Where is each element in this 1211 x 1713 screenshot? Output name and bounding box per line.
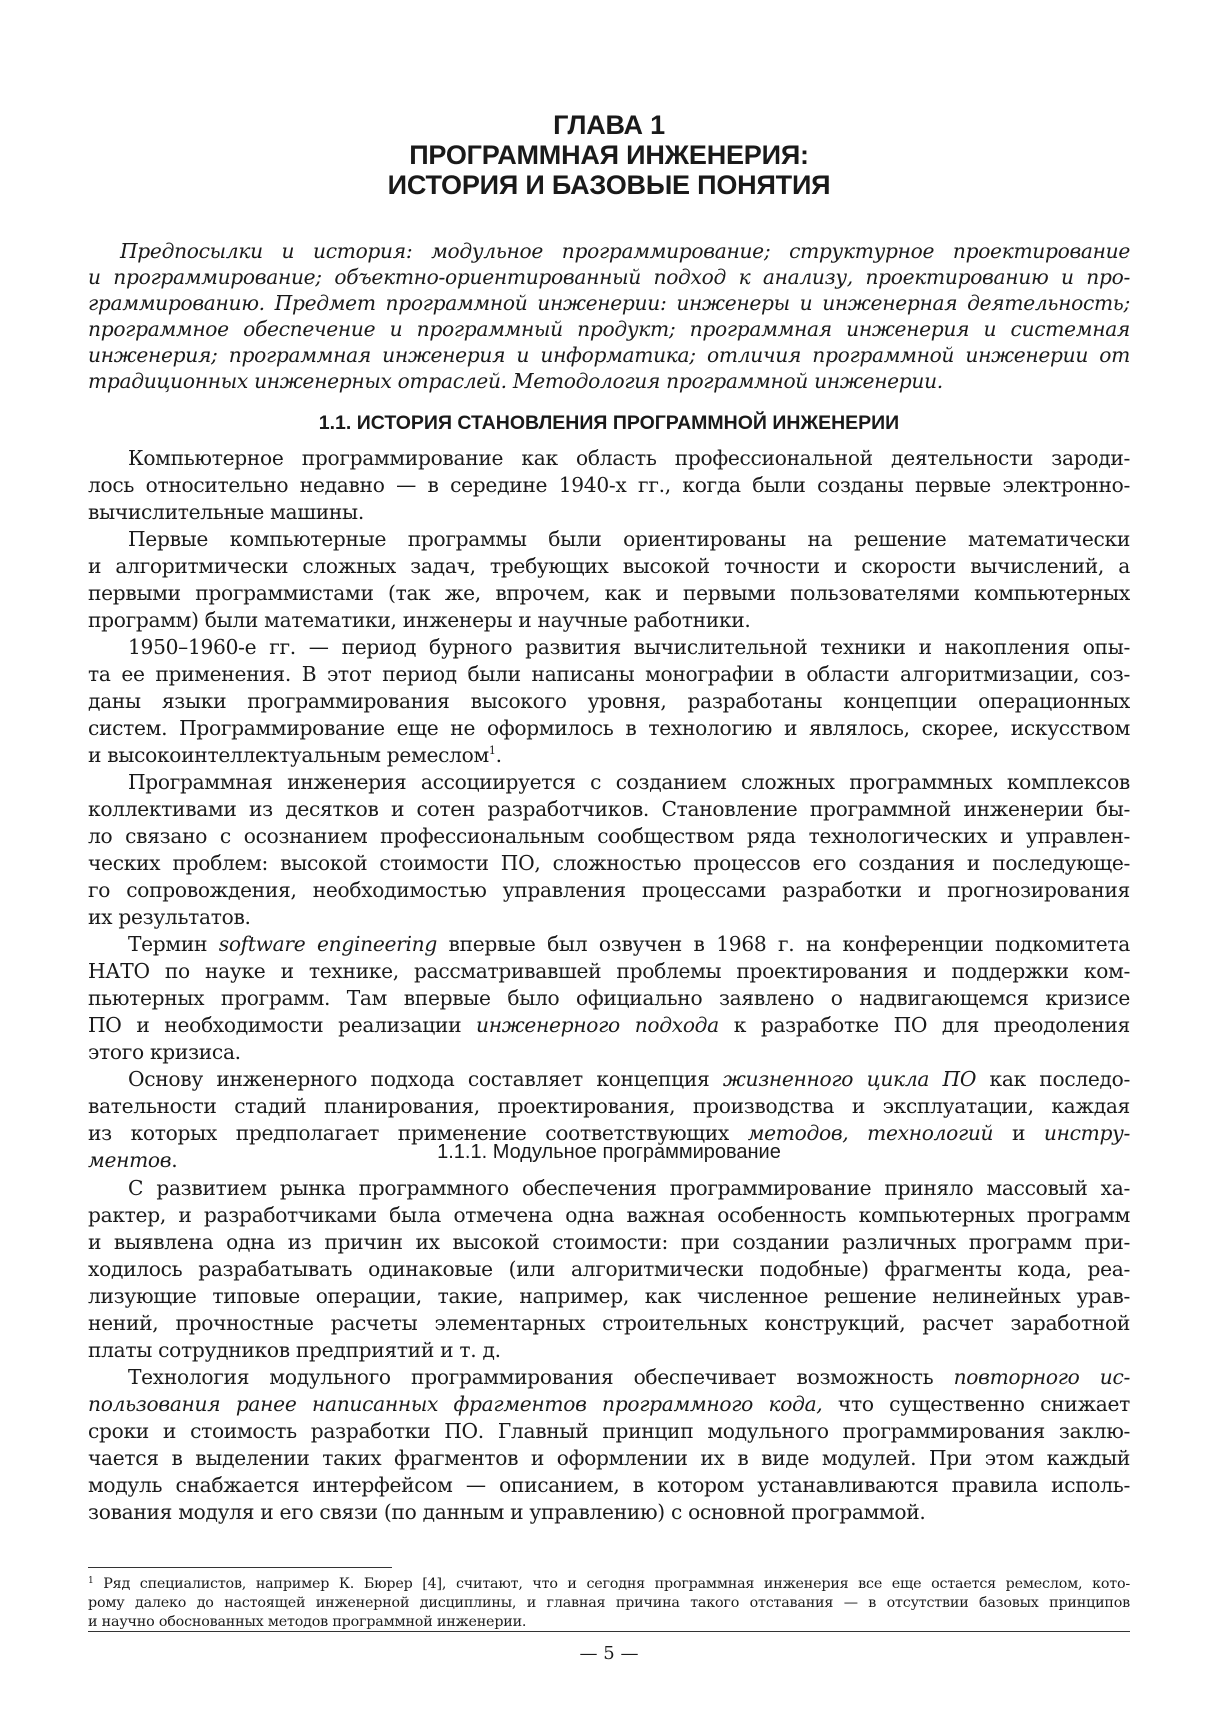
paragraph-line: сроки и стоимость разработки ПО. Главный принцип модульного программирования заклю- bbox=[88, 1419, 1130, 1443]
paragraph-line: и выявлена одна из причин их высокой стоимости: при создании различных программ при- bbox=[88, 1230, 1130, 1254]
emphasis-term: пользования ранее написанных фрагментов программного кода, bbox=[88, 1392, 823, 1416]
abstract-line: инженерия; программная инженерия и информатика; отличия программной инженерии от bbox=[88, 343, 1130, 367]
abstract-line: и программирование; объектно-ориентированный подход к анализу, проектированию и про- bbox=[88, 265, 1130, 289]
chapter-title bbox=[88, 110, 1130, 200]
abstract-line: Предпосылки и история: модульное программирование; структурное проектирование bbox=[120, 239, 1130, 263]
paragraph-line: модуль снабжается интерфейсом — описанием, в котором устанавливаются правила исполь- bbox=[88, 1473, 1130, 1497]
footnote-divider bbox=[88, 1567, 392, 1568]
paragraph-line: лизующие типовые операции, такие, например, как численное решение нелинейных урав- bbox=[88, 1284, 1130, 1308]
footnote-line: и научно обоснованных методов программной инженерии. bbox=[88, 1614, 527, 1630]
emphasis-term: ментов bbox=[88, 1148, 172, 1172]
paragraph-line: пьютерных программ. Там впервые было официально заявлено о надвигающемся кризисе bbox=[88, 986, 1130, 1010]
paragraph-line: ПО и необходимости реализации инженерного подхода к разработке ПО для преодоления bbox=[88, 1013, 1130, 1037]
paragraph-line: систем. Программирование еще не оформилось в технологию и являлось, скорее, искусством bbox=[88, 716, 1130, 740]
paragraph-line: программ) были математики, инженеры и научные работники. bbox=[88, 608, 751, 632]
paragraph-line: го сопровождения, необходимостью управления процессами разработки и прогнозирования bbox=[88, 878, 1130, 902]
emphasis-term: жизненного цикла ПО bbox=[722, 1067, 977, 1091]
paragraph-line: их результатов. bbox=[88, 905, 251, 929]
paragraph-line: С развитием рынка программного обеспечения программирование приняло массовый ха- bbox=[128, 1176, 1130, 1200]
paragraph-line: ментов. bbox=[88, 1148, 178, 1172]
paragraph-line: Первые компьютерные программы были ориентированы на решение математически bbox=[128, 527, 1130, 551]
paragraph-line: вычислительные машины. bbox=[88, 500, 364, 524]
paragraph-line: Основу инженерного подхода составляет концепция жизненного цикла ПО как последо- bbox=[128, 1067, 1130, 1091]
paragraph-line: и алгоритмически сложных задач, требующих высокой точности и скорости вычислений, а bbox=[88, 554, 1130, 578]
footnote bbox=[88, 1575, 1130, 1632]
emphasis-term: методов, технологий bbox=[747, 1121, 994, 1145]
emphasis-term: software engineering bbox=[218, 932, 437, 956]
paragraph-line: ческих проблем: высокой стоимости ПО, сложностью процессов его создания и последующе- bbox=[88, 851, 1130, 875]
paragraph-line: Термин software engineering впервые был озвучен в 1968 г. на конференции подкомитета bbox=[128, 932, 1130, 956]
paragraph-line: та ее применения. В этот период были написаны монографии в области алгоритмизации, соз- bbox=[88, 662, 1130, 686]
abstract-line: граммированию. Предмет программной инженерии: инженеры и инженерная деятельность; bbox=[88, 291, 1130, 315]
paragraph-line: коллективами из десятков и сотен разработчиков. Становление программной инженерии бы- bbox=[88, 797, 1130, 821]
paragraph-line: Компьютерное программирование как область профессиональной деятельности зароди- bbox=[128, 446, 1130, 470]
book-page bbox=[88, 0, 1130, 1713]
emphasis-term: повторного ис- bbox=[953, 1365, 1130, 1389]
chapter-number: ГЛАВА 1 bbox=[553, 110, 665, 140]
paragraph-line: ло связано с осознанием профессиональным сообществом ряда технологических и управлен- bbox=[88, 824, 1130, 848]
paragraph-line: рактер, и разработчиками была отмечена одна важная особенность компьютерных программ bbox=[88, 1203, 1130, 1227]
paragraph-line: вательности стадий планирования, проектирования, производства и эксплуатации, каждая bbox=[88, 1094, 1130, 1118]
paragraph-line: НАТО по науке и технике, рассматривавшей проблемы проектирования и поддержки ком- bbox=[88, 959, 1130, 983]
footnote-line: рому далеко до настоящей инженерной дисциплины, и главная причина такого отставания — в отсутствии базовых принципов bbox=[88, 1595, 1130, 1611]
paragraph-line: из которых предполагает применение соответствующих методов, технологий и инстру- bbox=[88, 1121, 1130, 1145]
paragraph-line: даны языки программирования высокого уровня, разработаны концепции операционных bbox=[88, 689, 1130, 713]
emphasis-term: инженерного подхода bbox=[476, 1013, 719, 1037]
paragraph-line: Программная инженерия ассоциируется с созданием сложных программных комплексов bbox=[128, 770, 1130, 794]
chapter-title-line-1: ПРОГРАММНАЯ ИНЖЕНЕРИЯ: bbox=[409, 140, 809, 170]
chapter-title-line-2: ИСТОРИЯ И БАЗОВЫЕ ПОНЯТИЯ bbox=[387, 170, 831, 200]
paragraph-line: и высокоинтеллектуальным ремеслом$^1$. bbox=[88, 743, 502, 767]
footnote-mark[interactable]: 1 bbox=[488, 744, 496, 757]
paragraph-line: Технология модульного программирования обеспечивает возможность повторного ис- bbox=[128, 1365, 1130, 1389]
page-bottom-rule bbox=[88, 1631, 1130, 1632]
emphasis-term: инстру- bbox=[1043, 1121, 1130, 1145]
paragraph-line: пользования ранее написанных фрагментов программного кода, что существенно снижает bbox=[88, 1392, 1130, 1416]
paragraph-line: лось относительно недавно — в середине 1940-х гг., когда были созданы первые электронно- bbox=[88, 473, 1130, 497]
paragraph-line: ходилось разрабатывать одинаковые (или алгоритмически подобные) фрагменты кода, реа- bbox=[88, 1257, 1130, 1281]
abstract-line: программное обеспечение и программный продукт; программная инженерия и системная bbox=[88, 317, 1130, 341]
subsection-heading: 1.1.1. Модульное программирование bbox=[437, 1141, 781, 1163]
paragraph-line: 1950–1960-е гг. — период бурного развития вычислительной техники и накопления опы- bbox=[128, 635, 1130, 659]
footnote-line: $^1$ Ряд специалистов, например К. Бюрер [4], считают, что и сегодня программная инженерия все еще остается ремеслом, кото- bbox=[88, 1576, 1130, 1592]
page-number: — 5 — bbox=[579, 1643, 639, 1664]
section-body bbox=[88, 445, 1130, 1174]
subsection-body bbox=[88, 1175, 1130, 1526]
chapter-abstract bbox=[88, 238, 1130, 394]
paragraph-line: чается в выделении таких фрагментов и оформлении их в виде модулей. При этом каждый bbox=[88, 1446, 1130, 1470]
paragraph-line: зования модуля и его связи (по данным и управлению) с основной программой. bbox=[88, 1500, 926, 1524]
section-heading: 1.1. ИСТОРИЯ СТАНОВЛЕНИЯ ПРОГРАММНОЙ ИНЖЕНЕРИИ bbox=[318, 412, 900, 434]
paragraph-line: первыми программистами (так же, впрочем, как и первыми пользователями компьютерных bbox=[88, 581, 1130, 605]
paragraph-line: платы сотрудников предприятий и т. д. bbox=[88, 1338, 501, 1362]
paragraph-line: нений, прочностные расчеты элементарных строительных конструкций, расчет заработной bbox=[88, 1311, 1130, 1335]
footnote-number: 1 bbox=[88, 1576, 94, 1586]
paragraph-line: этого кризиса. bbox=[88, 1040, 241, 1064]
abstract-line: традиционных инженерных отраслей. Методология программной инженерии. bbox=[88, 369, 943, 393]
